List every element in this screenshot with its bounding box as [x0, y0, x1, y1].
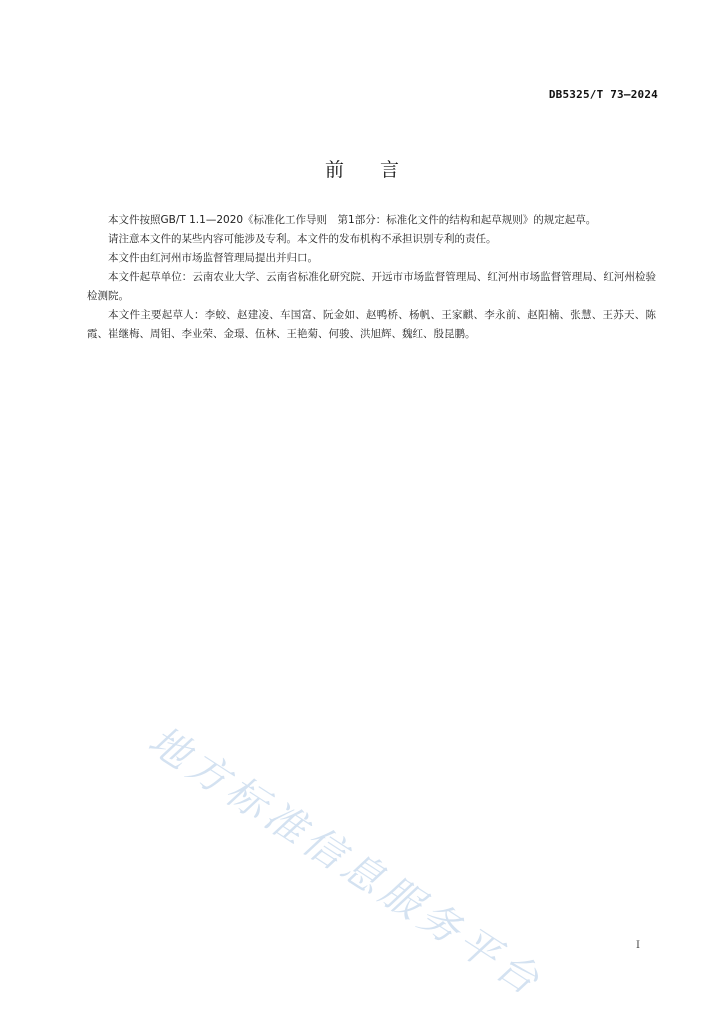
paragraph-drafting-rules: 本文件按照GB/T 1.1—2020《标准化工作导则 第1部分：标准化文件的结构和起草规则》的规定起草。 [108, 214, 597, 226]
paragraph-patent-notice: 请注意本文件的某些内容可能涉及专利。本文件的发布机构不承担识别专利的责任。 [108, 233, 497, 245]
page-number: I [636, 940, 640, 951]
paragraph-proposer: 本文件由红河州市场监督管理局提出并归口。 [108, 252, 318, 264]
foreword-body [87, 211, 656, 344]
page-title: 前言 [324, 159, 435, 181]
paragraph-drafting-units: 本文件起草单位：云南农业大学、云南省标准化研究院、开远市市场监督管理局、红河州市场监督管理局、红河州检验检测院。 [87, 271, 656, 302]
paragraph-drafters: 本文件主要起草人：李蛟、赵建凌、车国富、阮金如、赵鸭桥、杨帆、王家麒、李永前、赵阳楠、张慧、王苏天、陈霞、崔继梅、周钼、李业荣、金璟、伍林、王艳菊、何骏、洪旭辉、魏红、殷昆鹏。 [87, 309, 656, 340]
document-code: DB5325/T 73—2024 [548, 88, 658, 101]
watermark: 地方标准信息服务平台 [140, 717, 551, 1007]
